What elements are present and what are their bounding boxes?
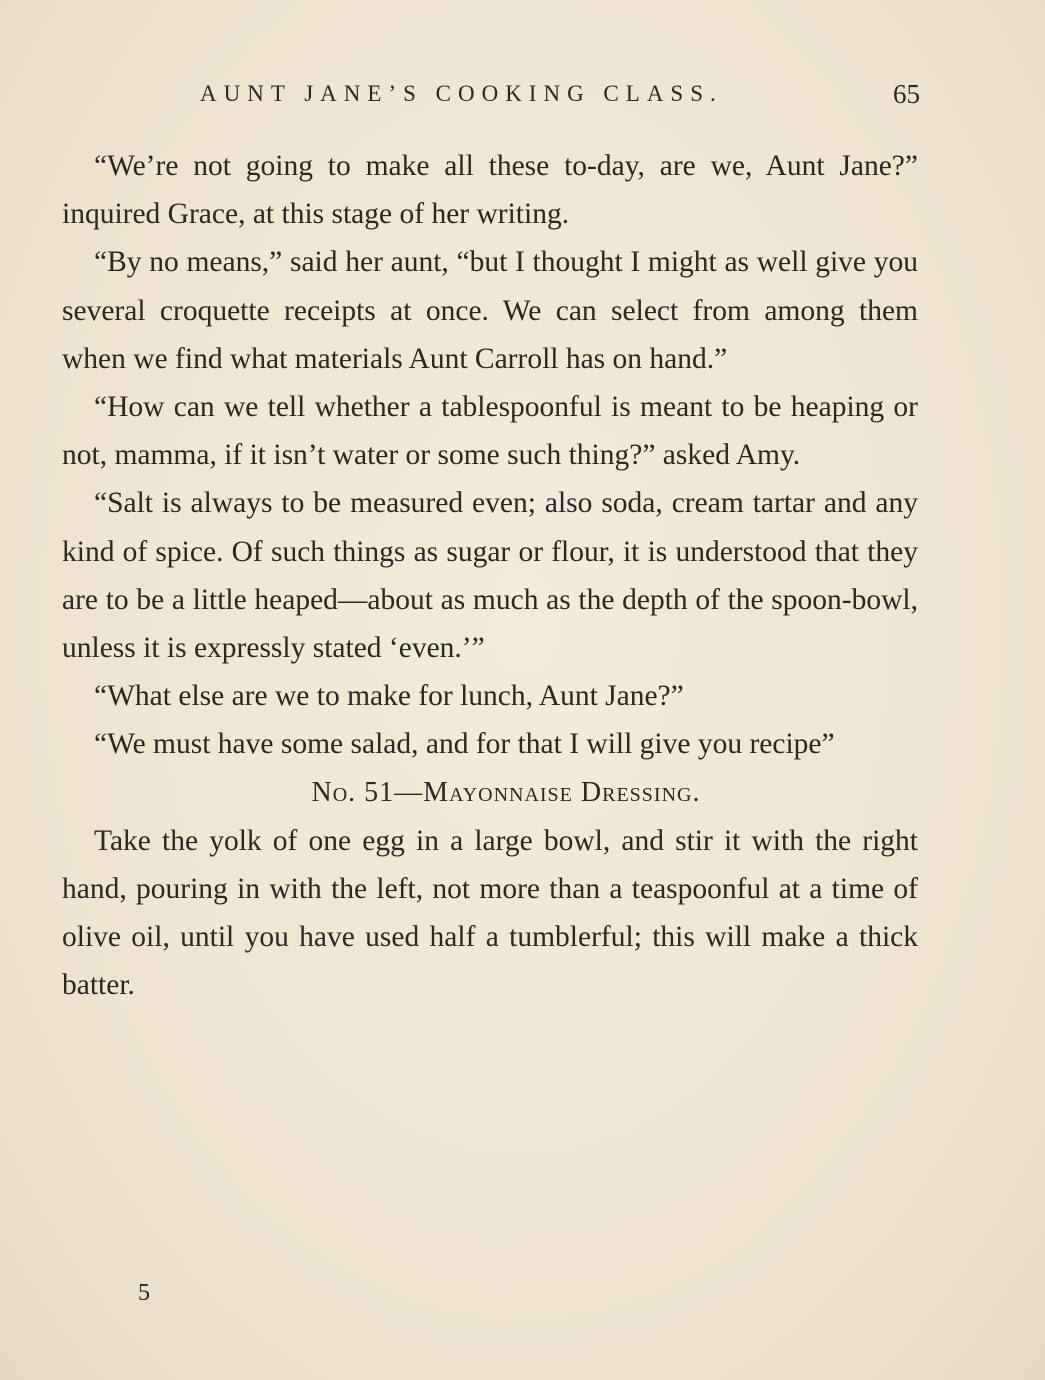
paragraph-6: “We must have some salad, and for that I will give you recipe” [94, 728, 835, 761]
paragraph-1: “We’re not going to make all these to-day, are we, Aunt Jane?” inquired Grace, at this stage of her writing. [62, 150, 918, 231]
signature-mark: 5 [138, 1280, 150, 1306]
body-text [62, 142, 918, 1010]
paragraph-3: “How can we tell whether a tablespoonful is meant to be heaping or not, mamma, if it isn’t water or some such thing?” asked Amy. [62, 391, 918, 472]
running-title: AUNT JANE’S COOKING CLASS. [200, 81, 723, 106]
page-number: 65 [893, 79, 920, 109]
recipe-body: Take the yolk of one egg in a large bowl, and stir it with the right hand, pouring in with the left, not more than a teaspoonful at a time of olive oil, until you have used half a tumblerful; this will make a thick batter. [62, 824, 918, 1002]
paragraph-2: “By no means,” said her aunt, “but I thought I might as well give you several croquette receipts at once. We can select from among them when we find what materials Aunt Carroll has on hand.” [62, 246, 918, 375]
paragraph-5: “What else are we to make for lunch, Aunt Jane?” [94, 680, 684, 713]
running-head [200, 74, 920, 114]
recipe-heading: No. 51—Mayonnaise Dressing. [311, 776, 701, 808]
paragraph-4: “Salt is always to be measured even; also soda, cream tartar and any kind of spice. Of such things as sugar or flour, it is understood that they are to be a little heaped—about as much as the depth of the spoon-bowl, unless it is expressly stated ‘even.’” [62, 487, 918, 665]
